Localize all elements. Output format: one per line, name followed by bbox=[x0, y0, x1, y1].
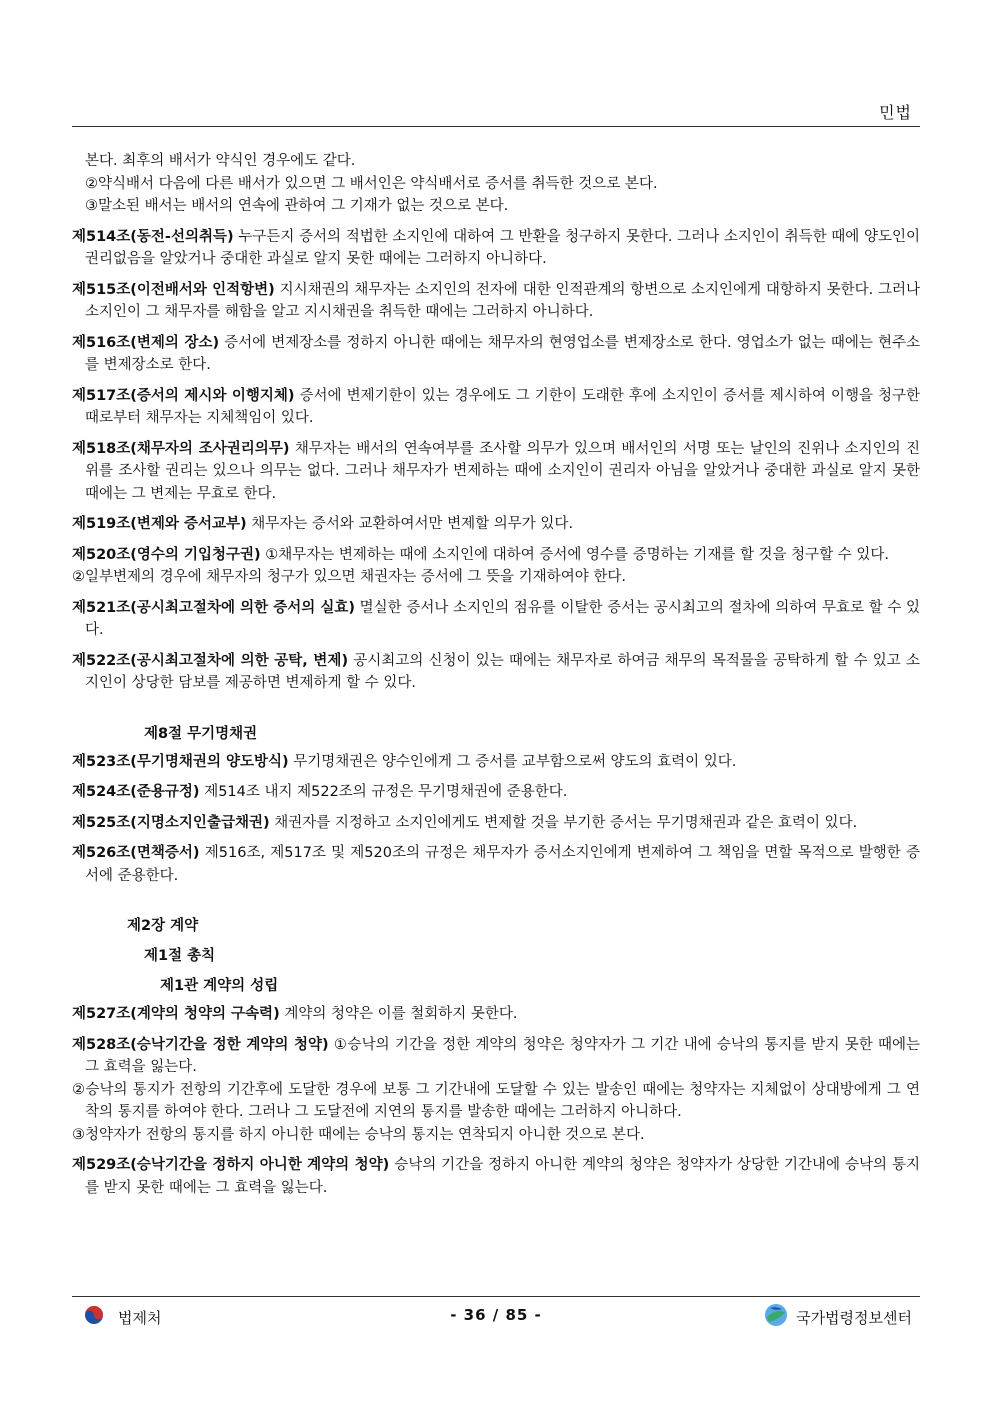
article-paragraph: 채무자는 증서와 교환하여서만 변제할 의무가 있다. bbox=[251, 516, 574, 532]
article-heading: 제529조(승낙기간을 정하지 아니한 계약의 청약) bbox=[72, 1157, 390, 1173]
article-heading: 제517조(증서의 제시와 이행지체) bbox=[72, 387, 295, 404]
law-article bbox=[72, 842, 920, 887]
article-paragraph: 채무자는 배서의 연속여부를 조사할 의무가 있으며 배서인의 서명 또는 날인의 진위나 소지인의 진위를 조사할 권리는 있으나 의무는 없다. 그러나 채무자가 변제하는 때에 소지인이 권리자 아님을 알았거나 중대한 과실로 알지 못한 때에는 그 변제는 무효로 한다. bbox=[85, 440, 920, 502]
law-article bbox=[72, 1003, 920, 1026]
article-paragraph: 제516조, 제517조 및 제520조의 규정은 채무자가 증서소지인에게 변제하여 그 책임을 면할 목적으로 발행한 증서에 준용한다. bbox=[85, 845, 920, 884]
law-article bbox=[72, 597, 920, 642]
footer-rule bbox=[72, 1296, 920, 1297]
law-article bbox=[72, 385, 920, 430]
article-heading: 제519조(변제와 증서교부) bbox=[72, 516, 247, 532]
intro-line: 본다. 최후의 배서가 약식인 경우에도 같다. bbox=[85, 153, 356, 169]
header-title: 민법 bbox=[879, 103, 912, 122]
articles-group-b bbox=[72, 751, 920, 888]
law-article bbox=[72, 279, 920, 324]
article-heading: 제525조(지명소지인출급채권) bbox=[72, 814, 270, 831]
article-heading: 제521조(공시최고절차에 의한 증서의 실효) bbox=[72, 599, 355, 616]
article-paragraph: 멸실한 증서나 소지인의 점유를 이탈한 증서는 공시최고의 절차에 의하여 무효로 할 수 있다. bbox=[85, 599, 921, 638]
article-heading: 제515조(이전배서와 인적항변) bbox=[72, 281, 275, 298]
article-paragraph: 지시채권의 채무자는 소지인의 전자에 대한 인적관계의 항변으로 소지인에게 대항하지 못한다. 그러나 소지인이 그 채무자를 해함을 알고 지시채권을 취득한 때에는 그러하지 아니하다. bbox=[85, 281, 920, 320]
footer-right-label: 국가법령정보센터 bbox=[796, 1308, 912, 1327]
law-article bbox=[72, 751, 920, 774]
law-article bbox=[72, 650, 920, 695]
article-paragraph: ③청약자가 전항의 통지를 하지 아니한 때에는 승낙의 통지는 연착되지 아니한 것으로 본다. bbox=[72, 1126, 645, 1143]
page-indicator: - 36 / 85 - bbox=[450, 1306, 542, 1324]
articles-group-a bbox=[72, 226, 920, 695]
article-heading: 제514조(동전-선의취득) bbox=[72, 228, 234, 245]
footer bbox=[72, 1303, 920, 1329]
article-paragraph: 공시최고의 신청이 있는 때에는 채무자로 하여금 채무의 목적물을 공탁하게 할 수 있고 소지인이 상당한 담보를 제공하면 변제하게 할 수 있다. bbox=[85, 652, 921, 691]
law-article bbox=[72, 1154, 920, 1199]
footer-right bbox=[764, 1303, 912, 1331]
article-paragraph: 증서에 변제장소를 정하지 아니한 때에는 채무자의 현영업소를 변제장소로 한다. 영업소가 없는 때에는 현주소를 변제장소로 한다. bbox=[85, 334, 920, 373]
article-heading: 제526조(면책증서) bbox=[72, 845, 200, 861]
law-article bbox=[72, 226, 920, 271]
article-paragraph: ②일부변제의 경우에 채무자의 청구가 있으면 채권자는 증서에 그 뜻을 기재하여야 한다. bbox=[72, 569, 626, 585]
globe-logo-icon bbox=[764, 1303, 788, 1331]
article-paragraph: ①채무자는 변제하는 때에 소지인에 대하여 증서에 영수를 증명하는 기재를 할 것을 청구할 수 있다. bbox=[265, 546, 890, 563]
article-paragraph: 계약의 청약은 이를 철회하지 못한다. bbox=[284, 1006, 518, 1022]
article-heading: 제527조(계약의 청약의 구속력) bbox=[72, 1006, 280, 1022]
chapter-heading-2: 제2장 계약 bbox=[127, 918, 199, 934]
law-article bbox=[72, 332, 920, 377]
intro-line: ②약식배서 다음에 다른 배서가 있으면 그 배서인은 약식배서로 증서를 취득한 것으로 본다. bbox=[85, 175, 658, 192]
law-article bbox=[72, 513, 920, 536]
article-heading: 제524조(준용규정) bbox=[72, 784, 200, 800]
law-article bbox=[72, 812, 920, 835]
section-heading-1: 제1절 총칙 bbox=[144, 948, 216, 964]
intro-block bbox=[72, 150, 920, 218]
section-heading-8: 제8절 무기명채권 bbox=[144, 725, 258, 742]
law-article bbox=[72, 781, 920, 804]
subsection-heading-1: 제1관 계약의 성립 bbox=[160, 978, 279, 994]
article-heading: 제520조(영수의 기입청구권) bbox=[72, 546, 261, 563]
law-article bbox=[72, 1034, 920, 1147]
article-paragraph: 무기명채권은 양수인에게 그 증서를 교부함으로써 양도의 효력이 있다. bbox=[293, 753, 737, 770]
article-heading: 제523조(무기명채권의 양도방식) bbox=[72, 753, 289, 770]
article-paragraph: ②승낙의 통지가 전항의 기간후에 도달한 경우에 보통 그 기간내에 도달할 수 있는 발송인 때에는 청약자는 지체없이 상대방에게 그 연착의 통지를 하여야 한다. 그러나 그 도달전에 지연의 통지를 발송한 때에는 그러하지 아니하다. bbox=[72, 1081, 920, 1120]
law-content bbox=[72, 150, 920, 1207]
article-heading: 제528조(승낙기간을 정한 계약의 청약) bbox=[72, 1036, 329, 1053]
article-paragraph: 누구든지 증서의 적법한 소지인에 대하여 그 반환을 청구하지 못한다. 그러나 소지인이 취득한 때에 양도인이 권리없음을 알았거나 중대한 과실로 알지 못한 때에는 그러하지 아니하다. bbox=[85, 228, 920, 267]
law-article bbox=[72, 438, 920, 506]
article-paragraph: ①승낙의 기간을 정한 계약의 청약은 청약자가 그 기간 내에 승낙의 통지를 받지 못한 때에는 그 효력을 잃는다. bbox=[85, 1036, 920, 1075]
article-heading: 제516조(변제의 장소) bbox=[72, 334, 220, 351]
article-paragraph: 증서에 변제기한이 있는 경우에도 그 기한이 도래한 후에 소지인이 증서를 제시하여 이행을 청구한 때로부터 채무자는 지체책임이 있다. bbox=[85, 387, 920, 426]
article-paragraph: 제514조 내지 제522조의 규정은 무기명채권에 준용한다. bbox=[204, 784, 568, 800]
header-rule bbox=[72, 126, 920, 127]
law-article bbox=[72, 544, 920, 589]
articles-group-c bbox=[72, 1003, 920, 1199]
intro-line: ③말소된 배서는 배서의 연속에 관하여 그 기재가 없는 것으로 본다. bbox=[85, 198, 509, 214]
article-paragraph: 채권자를 지정하고 소지인에게도 변제할 것을 부기한 증서는 무기명채권과 같은 효력이 있다. bbox=[274, 814, 858, 831]
article-heading: 제518조(채무자의 조사권리의무) bbox=[72, 440, 290, 457]
article-heading: 제522조(공시최고절차에 의한 공탁, 변제) bbox=[72, 652, 349, 669]
footer-left-label: 법제처 bbox=[118, 1308, 162, 1327]
article-paragraph: 승낙의 기간을 정하지 아니한 계약의 청약은 청약자가 상당한 기간내에 승낙의 통지를 받지 못한 때에는 그 효력을 잃는다. bbox=[85, 1157, 921, 1196]
